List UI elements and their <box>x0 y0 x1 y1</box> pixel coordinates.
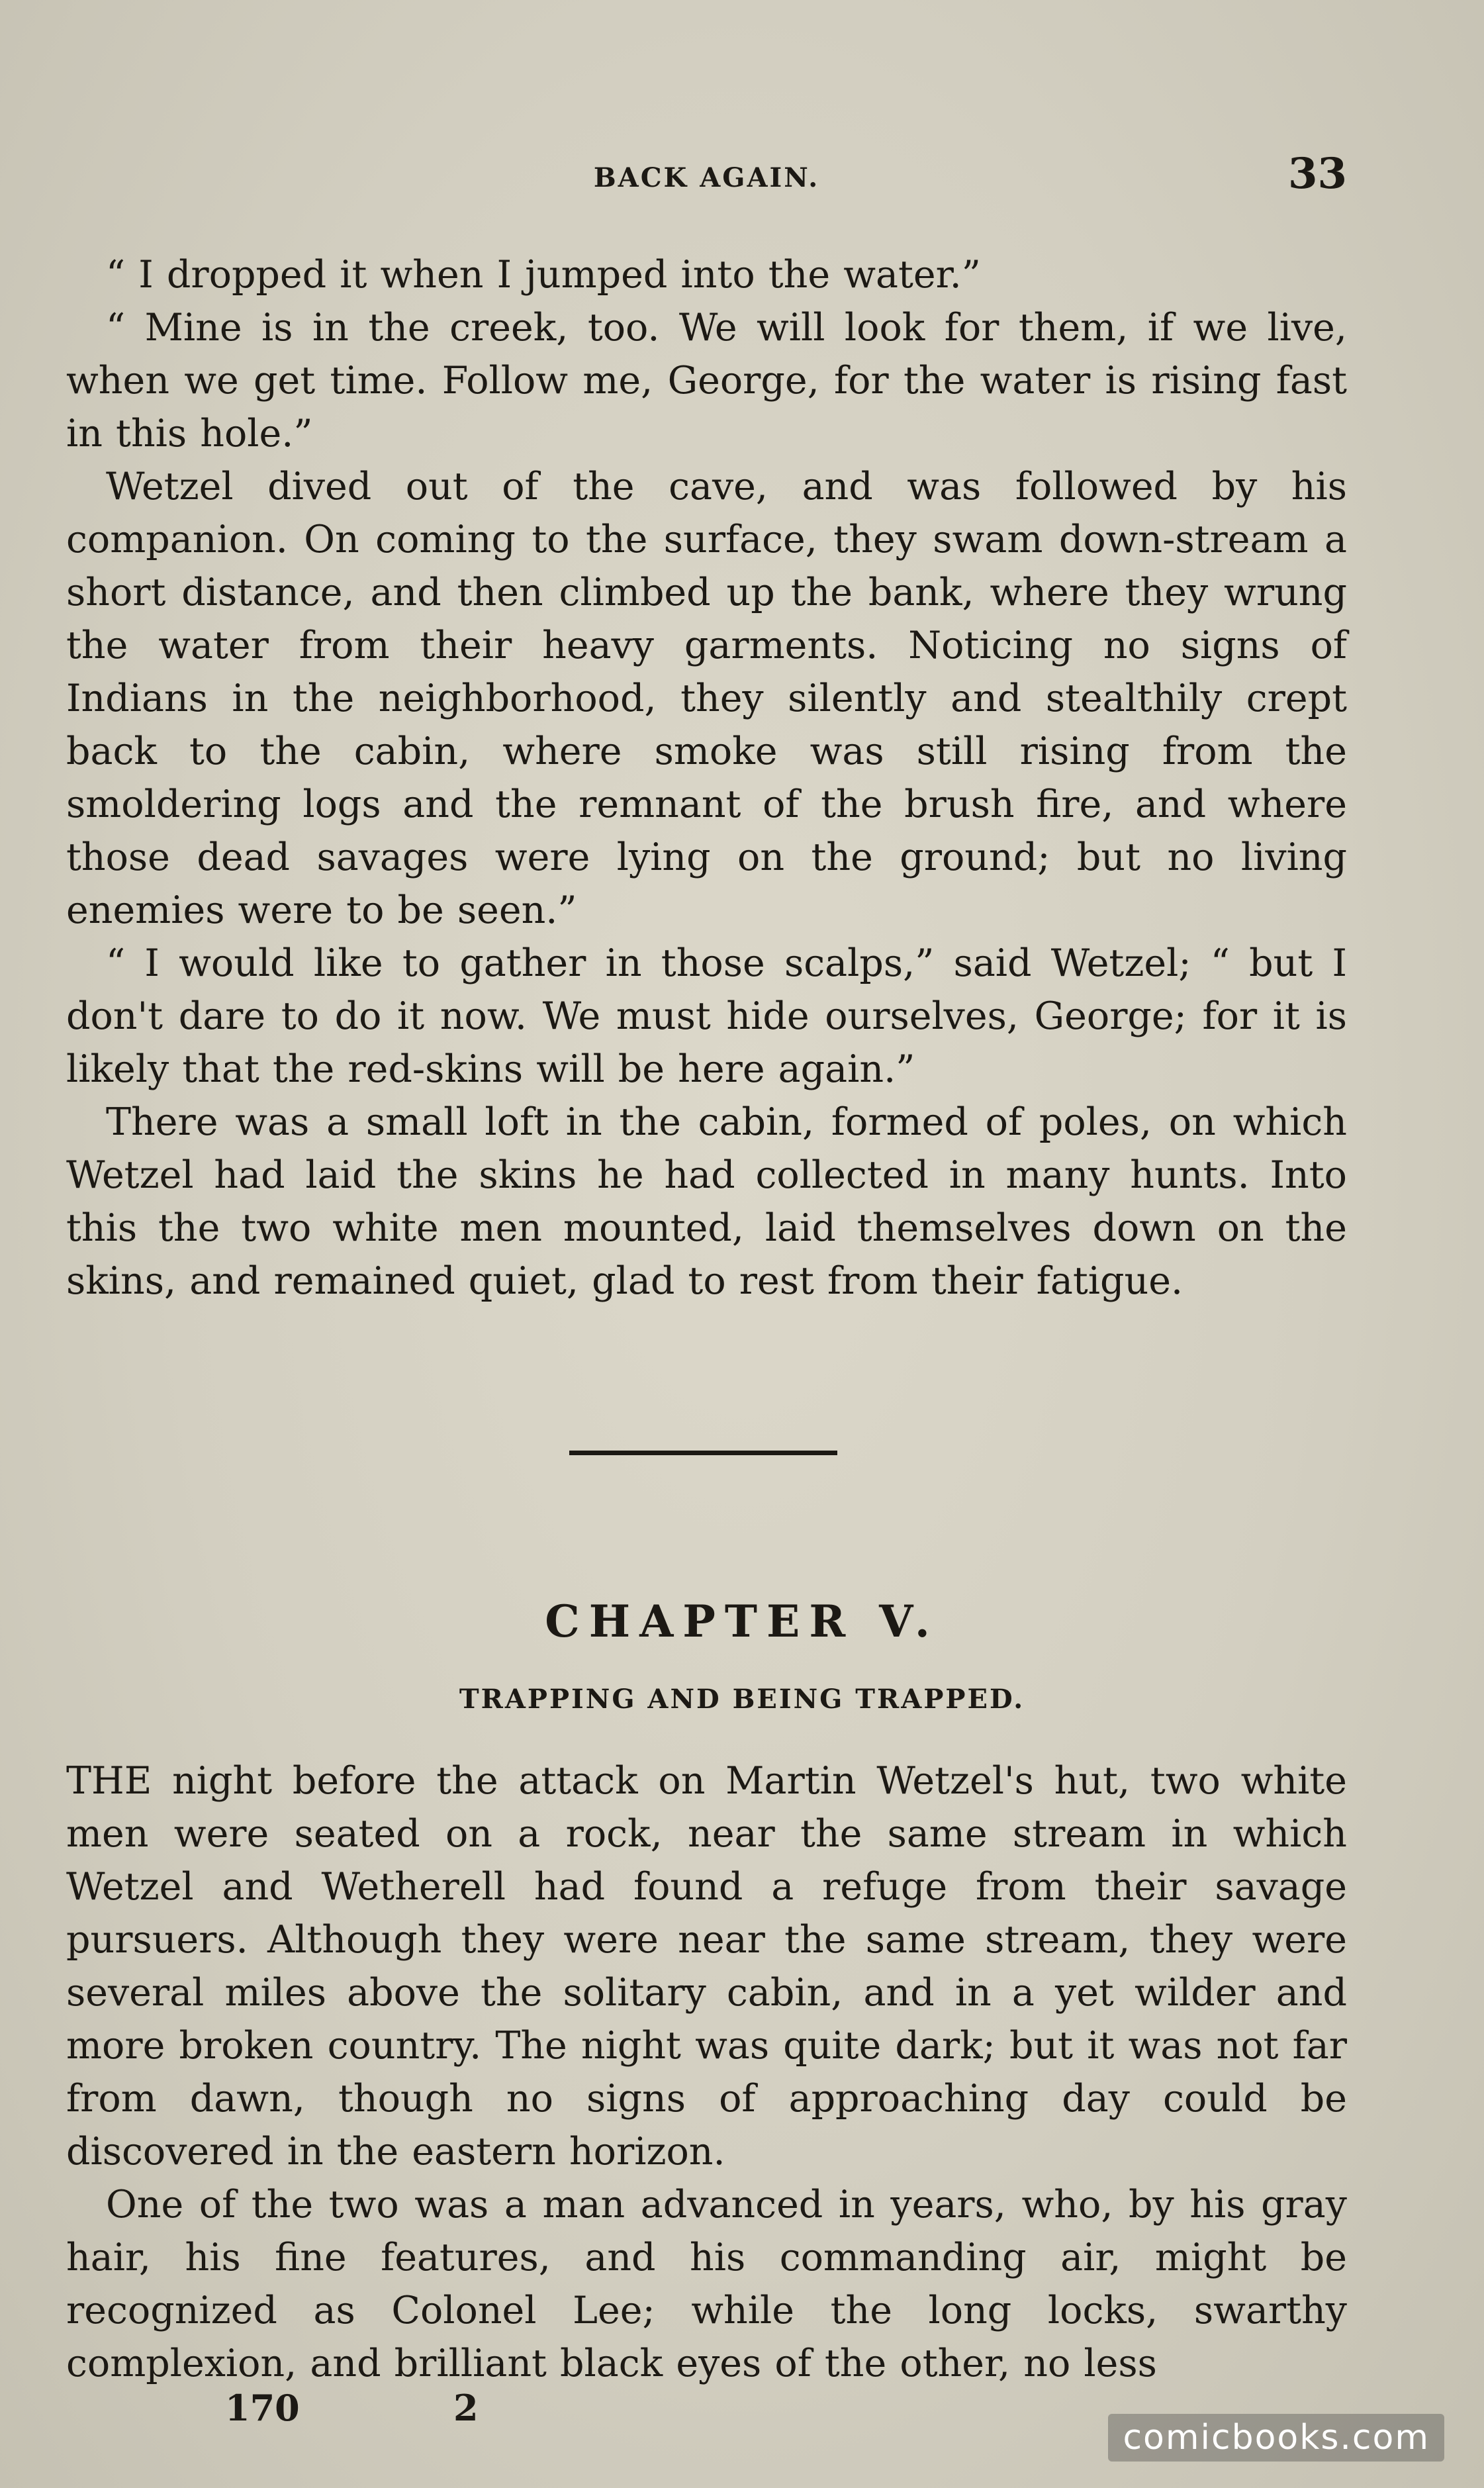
section-back-again <box>66 248 1347 1308</box>
paragraph: There was a small loft in the cabin, formed of poles, on which Wetzel had laid the skins he had collected in many hunts. Into this the two white men mounted, laid themselves down on the skins, and remained quiet, glad to rest from their fatigue. <box>66 1100 1347 1303</box>
paragraph: “ I would like to gather in those scalps,” said Wetzel; “ but I don't dare to do it now. We must hide ourselves, George; for it is likely that the red-skins will be here again.” <box>66 941 1347 1091</box>
section-chapter-five <box>66 1754 1347 2390</box>
page-header <box>66 149 1347 209</box>
page-number: 33 <box>1287 149 1347 199</box>
chapter-subtitle: TRAPPING AND BEING TRAPPED. <box>459 1684 1025 1715</box>
paragraph: THE night before the attack on Martin Wetzel's hut, two white men were seated on a rock, near the same stream in which Wetzel and Wetherell had found a refuge from their savage pursuers. Although they were near the same stream, they were several miles above the solitary cabin, and in a yet wilder and more broken country. The night was quite dark; but it was not far from dawn, though no signs of approaching day could be discovered in the eastern horizon. <box>66 1759 1347 2174</box>
running-head: BACK AGAIN. <box>593 162 820 193</box>
footer-signature-mark: 2 <box>453 2387 479 2429</box>
section-divider <box>569 1451 837 1455</box>
paragraph: “ Mine is in the creek, too. We will look for them, if we live, when we get time. Follow me, George, for the water is rising fast in this hole.” <box>66 306 1347 455</box>
paragraph: Wetzel dived out of the cave, and was followed by his companion. On coming to the surface, they swam down-stream a short distance, and then climbed up the bank, where they wrung the water from their heavy garments. Noticing no signs of Indians in the neighborhood, they silently and stealthily crept back to the cabin, where smoke was still rising from the smoldering logs and the remnant of the brush fire, and where those dead savages were lying on the ground; but no living enemies were to be seen.” <box>66 465 1347 932</box>
paragraph: “ I dropped it when I jumped into the water.” <box>106 253 981 297</box>
watermark: comicbooks.com <box>1108 2414 1444 2462</box>
footer-page-mark: 170 <box>225 2387 300 2429</box>
paragraph: One of the two was a man advanced in years, who, by his gray hair, his fine features, and his commanding air, might be recognized as Colonel Lee; while the long locks, swarthy complexion, and brilliant black eyes of the other, no less <box>66 2183 1347 2385</box>
chapter-title: CHAPTER V. <box>545 1596 939 1647</box>
